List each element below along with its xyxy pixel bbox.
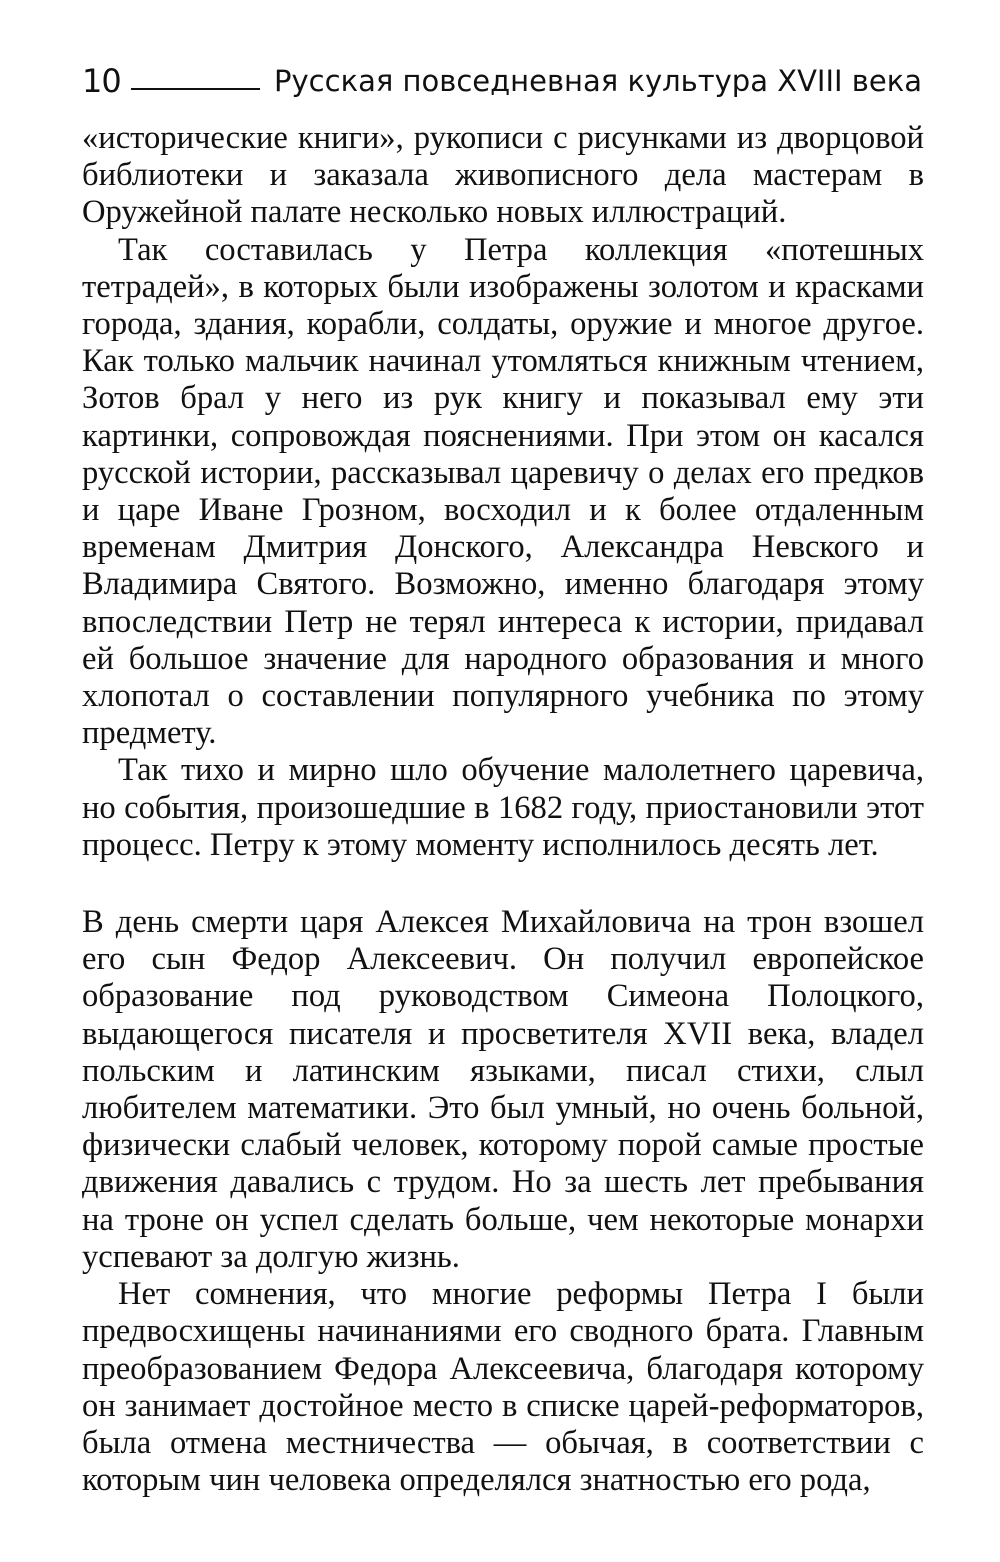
page-number: 10: [82, 62, 121, 100]
paragraph: Так тихо и мирно шло обучение малолетнего царевича, но события, произошедшие в 1682 году, приостановили этот процесс. Петру к этому моменту исполнилось десять лет.: [82, 752, 924, 863]
running-title: Русская повседневная культура XVIII века: [274, 64, 922, 98]
paragraph: Нет сомнения, что многие реформы Петра I были предвосхищены начинаниями его сводного брата. Главным преобразованием Федора Алексеевича, благодаря которому он занимает достойное место в списке царей-реформаторов, была отмена местничества — обычая, в соответствии с которым чин человека определялся знатностью его рода,: [82, 1276, 924, 1499]
paragraph-continuation: «исторические книги», рукописи с рисунками из дворцовой библиотеки и заказала живописного дела мастерам в Оружейной палате несколько новых иллюстраций.: [82, 120, 924, 231]
section-opening-paragraph: В день смерти царя Алексея Михайловича на трон взошел его сын Федор Алексеевич. Он получил европейское образование под руководством Симеона Полоцкого, выдающегося писателя и просветителя XVII века, владел польским и латинским языками, писал стихи, слыл любителем математики. Это был умный, но очень больной, физически слабый человек, которому порой самые простые движения давались с трудом. Но за шесть лет пребывания на троне он успел сделать больше, чем некоторые монархи успевают за долгую жизнь.: [82, 904, 924, 1275]
paragraph: Так составилась у Петра коллекция «потешных тетрадей», в которых были изображены золотом и красками города, здания, корабли, солдаты, оружие и многое другое. Как только мальчик начинал утомляться книжным чтением, Зотов брал у него из рук книгу и показывал ему эти картинки, сопровождая пояснениями. При этом он касался русской истории, рассказывал царевичу о делах его предков и царе Иване Грозном, восходил и к более отдаленным временам Дмитрия Донского, Александра Невского и Владимира Святого. Возможно, именно благодаря этому впоследствии Петр не терял интереса к истории, придавал ей большое значение для народного образования и много хлопотал о составлении популярного учебника по этому предмету.: [82, 231, 924, 752]
body-text: [82, 120, 924, 1499]
running-head: [82, 54, 922, 98]
header-rule: [131, 88, 260, 90]
section-break: [82, 864, 924, 904]
